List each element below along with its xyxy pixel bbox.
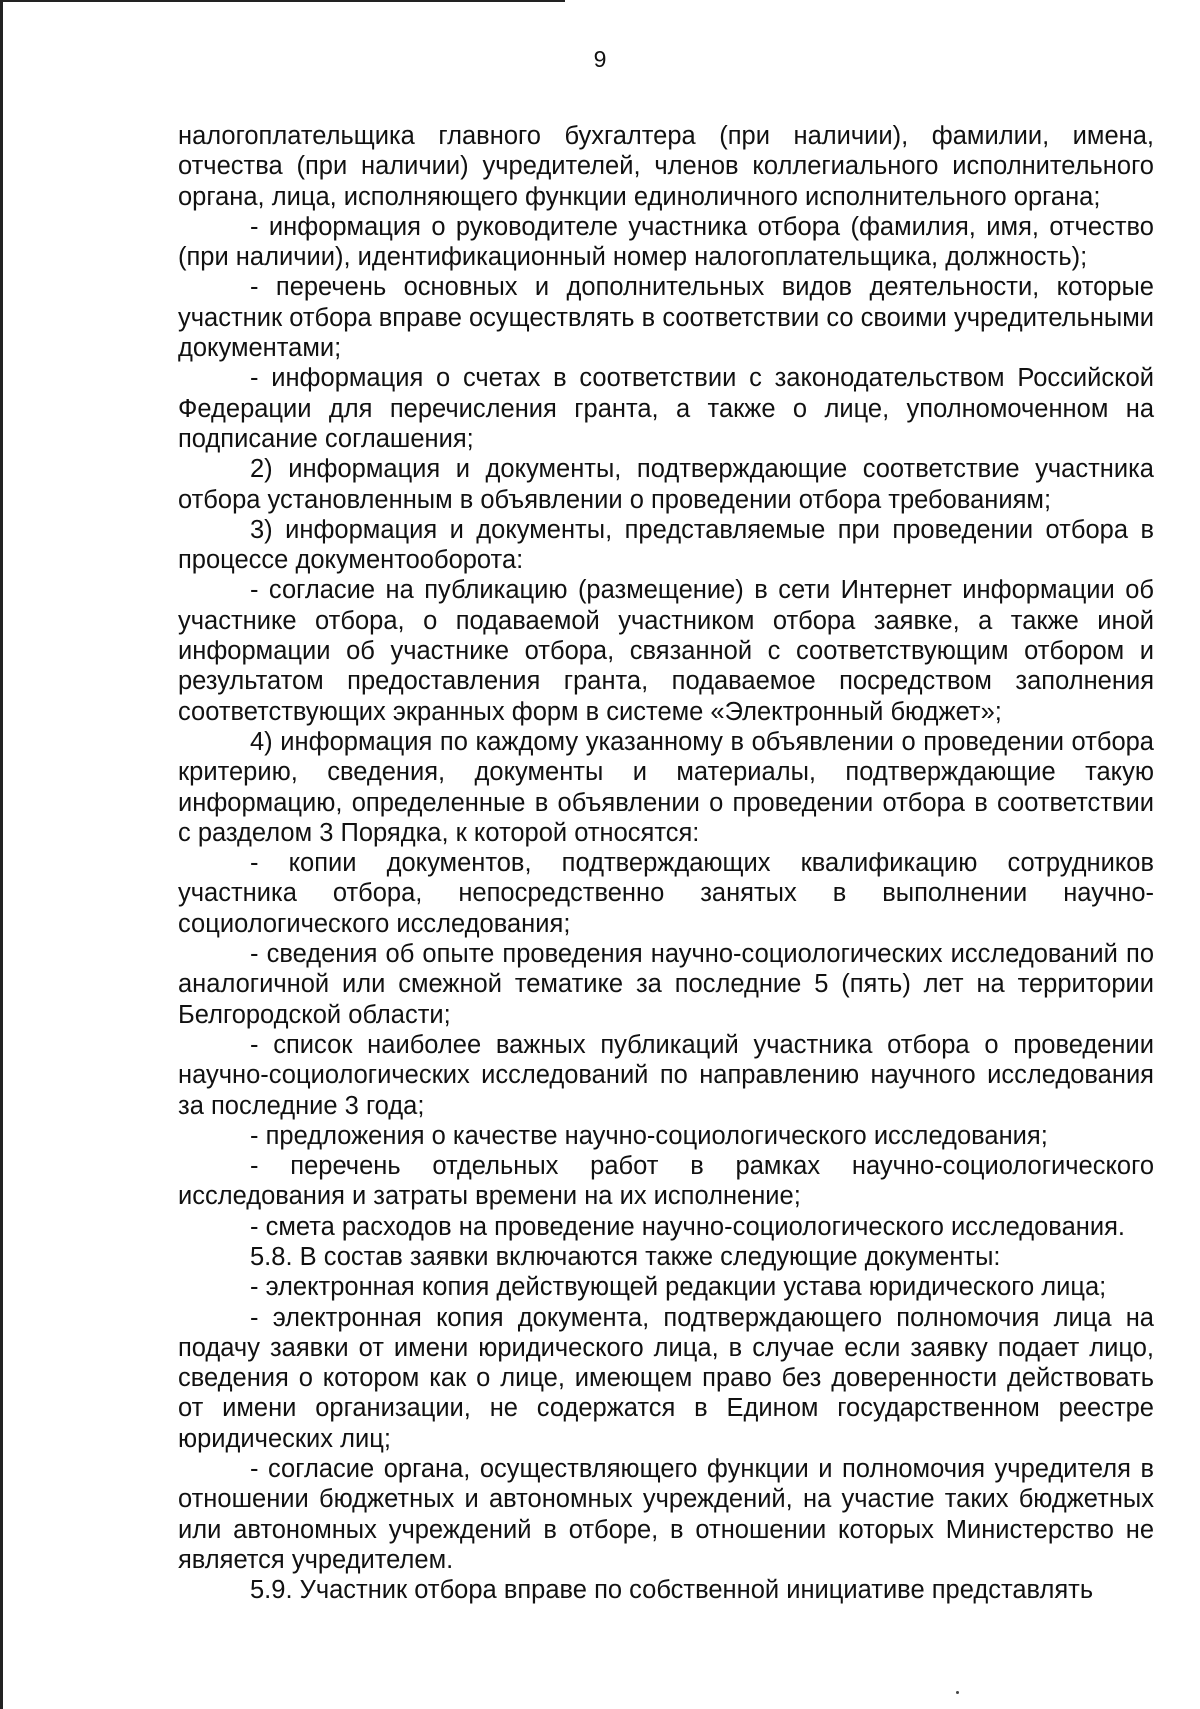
document-body [178, 121, 1154, 1606]
section-5-9-paragraph: 5.9. Участник отбора вправе по собственной инициативе представлять [250, 1576, 1094, 1605]
paragraph: - электронная копия документа, подтверждающего полномочия лица на подачу заявки от имени юридического лица, в случае если заявку подает лицо, сведения о котором как о лице, имеющем право без доверенности действовать от имени организации, не содержатся в Едином государственном реестре юридических лиц; [178, 1303, 1154, 1453]
paragraph: 3) информация и документы, представляемые при проведении отбора в процессе документооборота: [178, 515, 1154, 575]
paragraph: - сведения об опыте проведения научно-социологических исследований по аналогичной или смежной тематике за последние 5 (пять) лет на территории Белгородской области; [178, 940, 1154, 1029]
scan-speck [956, 1691, 959, 1694]
paragraph: - предложения о качестве научно-социологического исследования; [250, 1121, 1048, 1150]
paragraph: - согласие на публикацию (размещение) в сети Интернет информации об участнике отбора, о подаваемой участником отбора заявке, а также иной информации об участнике отбора, связанной с соответствующим отбором и результатом предоставления гранта, подаваемое посредством заполнения соответствующих экранных форм в системе «Электронный бюджет»; [178, 576, 1154, 726]
scan-border-left [0, 0, 3, 1709]
paragraph: - смета расходов на проведение научно-социологического исследования. [250, 1212, 1125, 1241]
paragraph: - информация о счетах в соответствии с законодательством Российской Федерации для перечисления гранта, а также о лице, уполномоченном на подписание соглашения; [178, 364, 1154, 453]
paragraph: - перечень основных и дополнительных видов деятельности, которые участник отбора вправе осуществлять в соответствии со своими учредительными документами; [178, 273, 1155, 363]
page-number: 9 [593, 46, 607, 72]
scan-border-top [0, 0, 565, 2]
paragraph: - список наиболее важных публикаций участника отбора о проведении научно-социологических исследований по направлению научного исследования за последние 3 года; [178, 1030, 1154, 1120]
paragraph: 2) информация и документы, подтверждающие соответствие участника отбора установленным в объявлении о проведении отбора требованиям; [178, 455, 1154, 514]
section-5-8-paragraph: 5.8. В состав заявки включаются также следующие документы: [250, 1242, 1001, 1271]
paragraph: - электронная копия действующей редакции устава юридического лица; [250, 1273, 1107, 1302]
paragraph: - согласие органа, осуществляющего функции и полномочия учредителя в отношении бюджетных и автономных учреждений, на участие таких бюджетных или автономных учреждений в отборе, в отношении которых Министерство не является учредителем. [178, 1455, 1154, 1574]
paragraph: 4) информация по каждому указанному в объявлении о проведении отбора критерию, сведения, документы и материалы, подтверждающие такую информацию, определенные в объявлении о проведении отбора в соответствии с разделом 3 Порядка, к которой относятся: [178, 727, 1154, 847]
paragraph: - копии документов, подтверждающих квалификацию сотрудников участника отбора, непосредственно занятых в выполнении научно-социологического исследования; [178, 849, 1154, 938]
paragraph: налогоплательщика главного бухгалтера (при наличии), фамилии, имена, отчества (при наличии) учредителей, членов коллегиального исполнительного органа, лица, исполняющего функции единоличного исполнительного органа; [178, 122, 1154, 211]
paragraph: - перечень отдельных работ в рамках научно-социологического исследования и затраты времени на их исполнение; [178, 1152, 1154, 1211]
paragraph: - информация о руководителе участника отбора (фамилия, имя, отчество (при наличии), идентификационный номер налогоплательщика, должность); [178, 212, 1154, 272]
